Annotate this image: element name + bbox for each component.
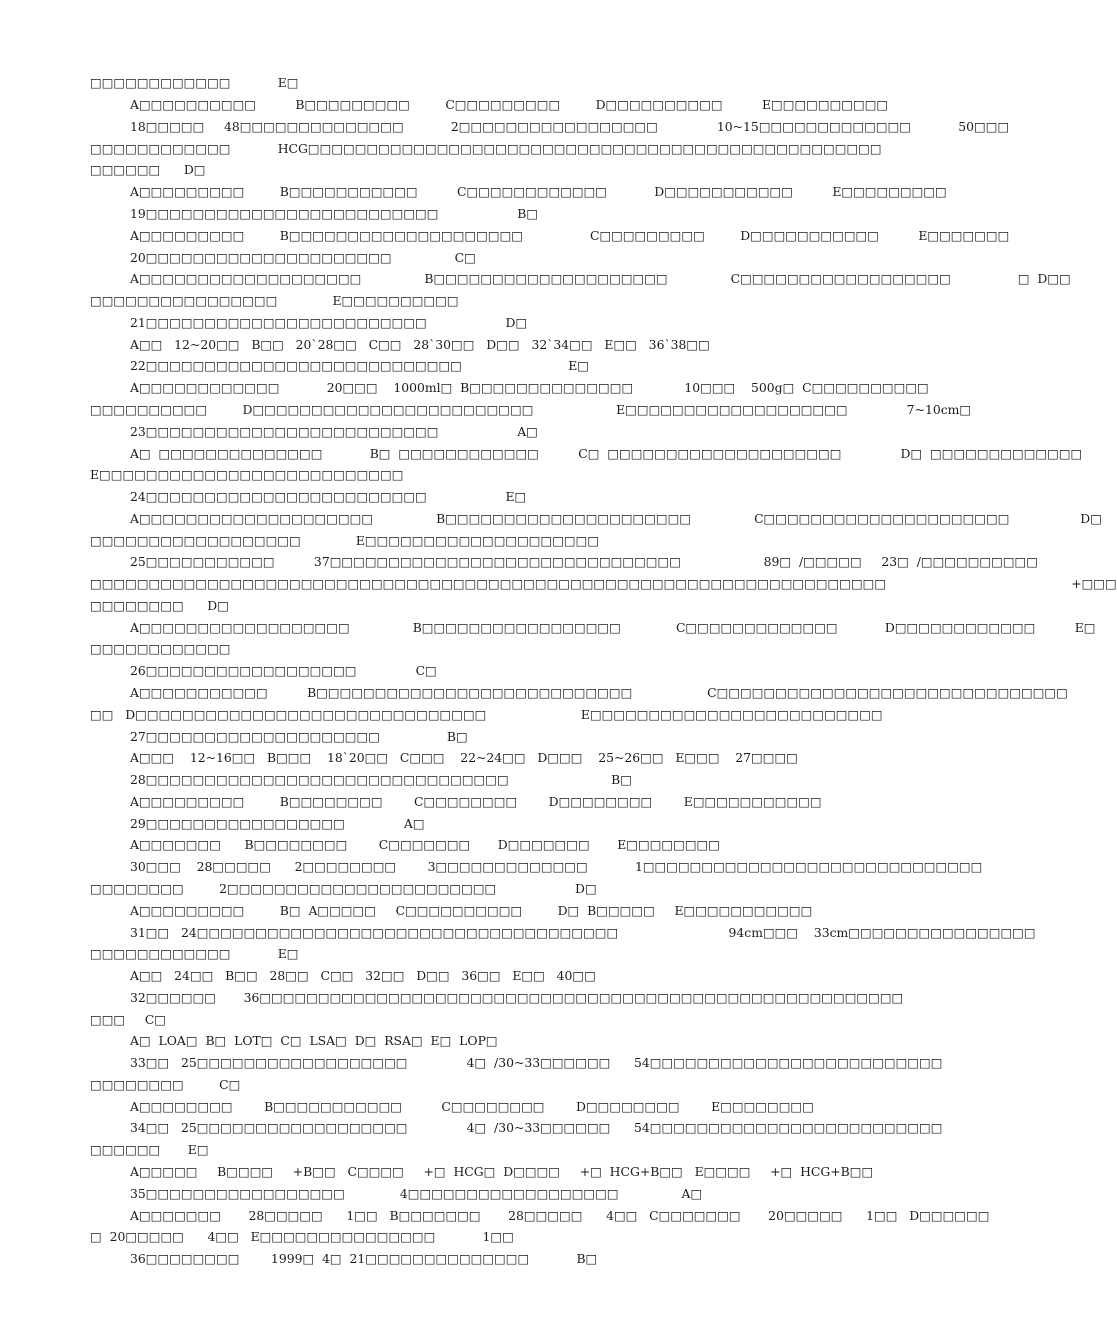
- option-line: A□□□□□ B□□□□ +B□□ C□□□□ +□ HCG□ D□□□□ +□ HCG+B□□ E□□□□ +□ HCG+B□□: [130, 1164, 874, 1179]
- question-line: 31□□ 24□□□□□□□□□□□□□□□□□□□□□□□□□□□□□□□□□□□□ 94cm□□□ 33cm□□□□□□□□□□□□□□□□: [130, 925, 1036, 940]
- text-line: □□□□□□□□□□□□□□□□ E□□□□□□□□□□: [90, 293, 459, 308]
- text-line: □□□□□□□□□□□□□□□□□□□□□□□□□□□□□□□□□□□□□□□□□□□□□□□□□□□□□□□□□□□□□□□□□□□□ +□□□: [90, 576, 1117, 591]
- text-line: □□□□□□□□□□□□□□□□□□ E□□□□□□□□□□□□□□□□□□□□: [90, 533, 600, 548]
- text-line: □□□□□□□□□□□□ E□: [90, 75, 299, 90]
- question-line: 35□□□□□□□□□□□□□□□□□ 4□□□□□□□□□□□□□□□□□□ A□: [130, 1186, 703, 1201]
- option-line: A□□□□□□□□ B□□□□□□□□□□□ C□□□□□□□□ D□□□□□□□□ E□□□□□□□□: [130, 1099, 814, 1114]
- question-line: 26□□□□□□□□□□□□□□□□□□ C□: [130, 663, 437, 678]
- text-line: □□□□□□□□ C□: [90, 1077, 241, 1092]
- text-line: □□□□□□ D□: [90, 162, 206, 177]
- question-line: 22□□□□□□□□□□□□□□□□□□□□□□□□□□□ E□: [130, 358, 589, 373]
- question-line: 36□□□□□□□□ 1999□ 4□ 21□□□□□□□□□□□□□□ B□: [130, 1251, 598, 1266]
- option-line: A□□□□□□□□□□□□□□□□□□□□ B□□□□□□□□□□□□□□□□□□□□□ C□□□□□□□□□□□□□□□□□□□□□ D□: [130, 511, 1102, 526]
- question-line: 30□□□ 28□□□□□ 2□□□□□□□□ 3□□□□□□□□□□□□□ 1□□□□□□□□□□□□□□□□□□□□□□□□□□□□□: [130, 859, 983, 874]
- option-line: A□□□□□□□ 28□□□□□ 1□□ B□□□□□□□ 28□□□□□ 4□□ C□□□□□□□ 20□□□□□ 1□□ D□□□□□□: [130, 1208, 990, 1223]
- question-line: 21□□□□□□□□□□□□□□□□□□□□□□□□ D□: [130, 315, 528, 330]
- text-line: □□□□□□□□□□ D□□□□□□□□□□□□□□□□□□□□□□□□ E□□□□□□□□□□□□□□□□□□□ 7~10cm□: [90, 402, 972, 417]
- text-line: □□□□□□□□□□□□: [90, 641, 231, 656]
- option-line: A□□□□□□□□□□□□ 20□□□ 1000ml□ B□□□□□□□□□□□□□□ 10□□□ 500g□ C□□□□□□□□□□: [130, 380, 929, 395]
- text-line: □□□□□□□□□□□□ HCG□□□□□□□□□□□□□□□□□□□□□□□□□□□□□□□□□□□□□□□□□□□□□□□□□: [90, 141, 882, 156]
- option-line: A□□ 24□□ B□□ 28□□ C□□ 32□□ D□□ 36□□ E□□ 40□□: [130, 968, 596, 983]
- option-line: A□□□□□□□□□ B□□□□□□□□ C□□□□□□□□ D□□□□□□□□ E□□□□□□□□□□□: [130, 794, 822, 809]
- question-line: 34□□ 25□□□□□□□□□□□□□□□□□□ 4□ /30~33□□□□□□ 54□□□□□□□□□□□□□□□□□□□□□□□□□: [130, 1120, 943, 1135]
- option-line: A□□□ 12~16□□ B□□□ 18`20□□ C□□□ 22~24□□ D□□□ 25~26□□ E□□□ 27□□□□: [130, 750, 798, 765]
- question-line: 23□□□□□□□□□□□□□□□□□□□□□□□□□ A□: [130, 424, 538, 439]
- question-line: 27□□□□□□□□□□□□□□□□□□□□ B□: [130, 729, 468, 744]
- question-line: 19□□□□□□□□□□□□□□□□□□□□□□□□□ B□: [130, 206, 539, 221]
- question-line: 32□□□□□□ 36□□□□□□□□□□□□□□□□□□□□□□□□□□□□□□□□□□□□□□□□□□□□□□□□□□□□□□□: [130, 990, 904, 1005]
- option-line: A□ □□□□□□□□□□□□□□ B□ □□□□□□□□□□□□ C□ □□□□□□□□□□□□□□□□□□□□ D□ □□□□□□□□□□□□□: [130, 446, 1083, 461]
- question-line: 29□□□□□□□□□□□□□□□□□ A□: [130, 816, 425, 831]
- option-line: A□ LOA□ B□ LOT□ C□ LSA□ D□ RSA□ E□ LOP□: [130, 1033, 498, 1048]
- text-line: □□□□□□□□□□□□ E□: [90, 946, 299, 961]
- option-line: A□□ 12~20□□ B□□ 20`28□□ C□□ 28`30□□ D□□ 32`34□□ E□□ 36`38□□: [130, 337, 710, 352]
- question-line: 25□□□□□□□□□□□ 37□□□□□□□□□□□□□□□□□□□□□□□□□□□□□□ 89□ /□□□□□ 23□ /□□□□□□□□□□: [130, 554, 1038, 569]
- question-line: 24□□□□□□□□□□□□□□□□□□□□□□□□ E□: [130, 489, 527, 504]
- question-line: 18□□□□□ 48□□□□□□□□□□□□□□ 2□□□□□□□□□□□□□□□□□ 10~15□□□□□□□□□□□□□ 50□□□: [130, 119, 1010, 134]
- text-line: □□□ C□: [90, 1012, 167, 1027]
- option-line: A□□□□□□□□□ B□□□□□□□□□□□ C□□□□□□□□□□□□ D□□□□□□□□□□□ E□□□□□□□□□: [130, 184, 947, 199]
- option-line: A□□□□□□□□□ B□ A□□□□□ C□□□□□□□□□□ D□ B□□□□□ E□□□□□□□□□□□: [130, 903, 813, 918]
- text-line: □□□□□□□□ D□: [90, 598, 229, 613]
- text-line: □□□□□□□□ 2□□□□□□□□□□□□□□□□□□□□□□□ D□: [90, 881, 597, 896]
- option-line: A□□□□□□□□□□□ B□□□□□□□□□□□□□□□□□□□□□□□□□□□ C□□□□□□□□□□□□□□□□□□□□□□□□□□□□□□: [130, 685, 1068, 700]
- option-line: A□□□□□□□□□□□□□□□□□□□ B□□□□□□□□□□□□□□□□□□□□ C□□□□□□□□□□□□□□□□□□ □ D□□: [130, 271, 1071, 286]
- text-line: □ 20□□□□□ 4□□ E□□□□□□□□□□□□□□□ 1□□: [90, 1229, 514, 1244]
- option-line: A□□□□□□□□□ B□□□□□□□□□□□□□□□□□□□□ C□□□□□□□□□ D□□□□□□□□□□□ E□□□□□□□: [130, 228, 1010, 243]
- question-line: 33□□ 25□□□□□□□□□□□□□□□□□□ 4□ /30~33□□□□□□ 54□□□□□□□□□□□□□□□□□□□□□□□□□: [130, 1055, 943, 1070]
- option-line: A□□□□□□□ B□□□□□□□□ C□□□□□□□ D□□□□□□□ E□□□□□□□□: [130, 837, 720, 852]
- text-line: E□□□□□□□□□□□□□□□□□□□□□□□□□□: [90, 467, 404, 482]
- question-line: 28□□□□□□□□□□□□□□□□□□□□□□□□□□□□□□□ B□: [130, 772, 632, 787]
- question-line: 20□□□□□□□□□□□□□□□□□□□□□ C□: [130, 250, 476, 265]
- text-line: □□□□□□ E□: [90, 1142, 209, 1157]
- option-line: A□□□□□□□□□□□□□□□□□□ B□□□□□□□□□□□□□□□□□ C□□□□□□□□□□□□□ D□□□□□□□□□□□□ E□: [130, 620, 1096, 635]
- option-line: A□□□□□□□□□□ B□□□□□□□□□ C□□□□□□□□□ D□□□□□□□□□□ E□□□□□□□□□□: [130, 97, 889, 112]
- text-line: □□ D□□□□□□□□□□□□□□□□□□□□□□□□□□□□□□ E□□□□□□□□□□□□□□□□□□□□□□□□□: [90, 707, 883, 722]
